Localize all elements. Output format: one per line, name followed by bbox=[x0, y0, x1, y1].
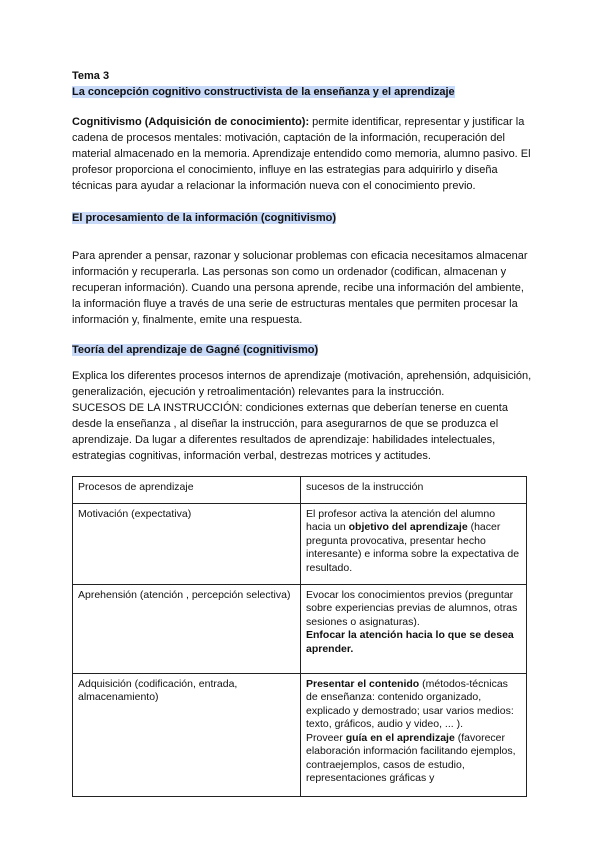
suceso-bold: guía en el aprendizaje bbox=[345, 731, 455, 744]
proceso-cell: Aprehensión (atención , percepción selectiva) bbox=[73, 584, 301, 673]
table-row bbox=[73, 503, 527, 584]
document-page bbox=[72, 68, 532, 797]
suceso-cell bbox=[301, 673, 527, 796]
document-title: La concepción cognitivo constructivista de la enseñanza y el aprendizaje bbox=[72, 86, 455, 98]
table-header-procesos: Procesos de aprendizaje bbox=[73, 477, 301, 504]
procesos-table bbox=[72, 476, 527, 797]
suceso-bold: Enfocar la atención hacia lo que se desea aprender. bbox=[306, 629, 514, 655]
gagne-heading: Teoría del aprendizaje de Gagné (cognitivismo) bbox=[72, 344, 319, 356]
procesamiento-heading-line bbox=[72, 210, 532, 226]
gagne-heading-line bbox=[72, 342, 532, 358]
table-row bbox=[73, 584, 527, 673]
suceso-cell bbox=[301, 584, 527, 673]
tema-label: Tema 3 bbox=[72, 70, 110, 82]
suceso-text: (hacer pregunta provocativa, presentar hecho interesante) e informa sobre la expectativa de resultado. bbox=[306, 521, 520, 574]
gagne-paragraph-1: Explica los diferentes procesos internos de aprendizaje (motivación, aprehensión, adquisición, generalización, ejecución y retroalimentación) relevantes para la instrucción. bbox=[72, 370, 532, 398]
title-line bbox=[72, 84, 532, 100]
suceso-text: Proveer bbox=[306, 731, 346, 744]
table-row bbox=[73, 673, 527, 796]
table-header-sucesos: sucesos de la instrucción bbox=[301, 477, 527, 504]
procesamiento-heading: El procesamiento de la información (cognitivismo) bbox=[72, 212, 337, 224]
procesamiento-paragraph: Para aprender a pensar, razonar y solucionar problemas con eficacia necesitamos almacenar información y recuperarla. Las personas son como un ordenador (codifican, almacenan y recuperan información). Cuando una persona aprende, recibe una información del ambiente, la información fluye a través de una serie de estructuras mentales que permiten procesar la información y, finalmente, emite una respuesta. bbox=[72, 250, 528, 326]
cognitivismo-text: permite identificar, representar y justificar la cadena de procesos mentales: motivación, captación de la información, recuperación del material almacenado en la memoria. Aprendizaje entendido como memoria, alumno pasivo. El profesor proporciona el conocimiento, influye en las estrategias para adquirirlo y diseña técnicas para ayudar a relacionar la información nueva con el conocimiento previo. bbox=[72, 116, 531, 192]
suceso-text: (favorecer elaboración información facilitando ejemplos, contraejemplos, casos de estudio, representaciones gráficas y bbox=[306, 731, 516, 784]
proceso-cell: Motivación (expectativa) bbox=[73, 503, 301, 584]
suceso-bold: Presentar el contenido bbox=[306, 677, 420, 690]
suceso-text: (métodos-técnicas de enseñanza: contenido organizado, explicado y demostrado; usar varios medios: texto, gráficos, audio y video, ... ). bbox=[306, 677, 514, 730]
cognitivismo-paragraph bbox=[72, 114, 532, 194]
suceso-text: El profesor activa la atención del alumno hacia un bbox=[306, 507, 496, 533]
proceso-cell: Adquisición (codificación, entrada, almacenamiento) bbox=[73, 673, 301, 796]
suceso-cell bbox=[301, 503, 527, 584]
table-header-row bbox=[73, 477, 527, 504]
gagne-paragraph-2: SUCESOS DE LA INSTRUCCIÓN: condiciones externas que deberían tenerse en cuenta desde la enseñanza , al diseñar la instrucción, para asegurarnos de que se produzca el aprendizaje. Da lugar a diferentes resultados de aprendizaje: habilidades intelectuales, estrategias cognitivas, información verbal, destrezas motrices y actitudes. bbox=[72, 402, 508, 462]
suceso-text: Evocar los conocimientos previos (preguntar sobre experiencias previas de alumnos, otras sesiones o asignaturas). bbox=[306, 588, 518, 628]
suceso-bold: objetivo del aprendizaje bbox=[348, 521, 468, 533]
cognitivismo-label: Cognitivismo (Adquisición de conocimiento): bbox=[72, 116, 310, 128]
